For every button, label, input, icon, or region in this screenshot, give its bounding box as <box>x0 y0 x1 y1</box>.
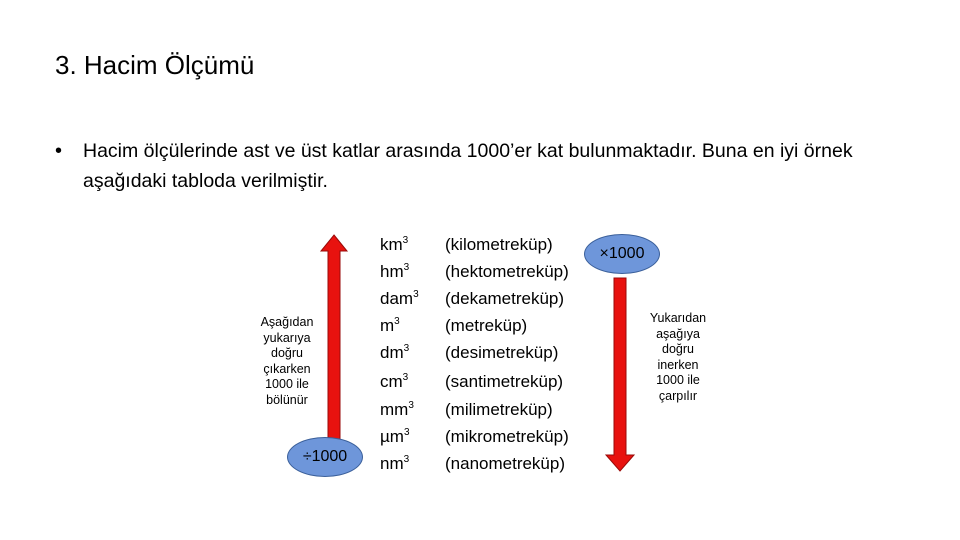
unit-name: (santimetreküp) <box>445 372 564 391</box>
slide-title: 3. Hacim Ölçümü <box>55 50 255 80</box>
unit-symbol: dam$^3$ <box>380 289 419 308</box>
left-caption: Aşağıdan yukarıya doğru çıkarken 1000 ile bölünür <box>260 315 314 407</box>
unit-name: (mikrometreküp) <box>445 427 569 446</box>
unit-name: (nanometreküp) <box>445 454 566 473</box>
unit-symbol: µm$^3$ <box>380 427 410 446</box>
unit-name: (desimetreküp) <box>445 343 559 362</box>
unit-name: (milimetreküp) <box>445 400 553 419</box>
multiply-badge: ×1000 <box>584 234 660 274</box>
divide-badge: ÷1000 <box>287 437 363 477</box>
down-arrow-icon <box>606 278 634 471</box>
unit-symbol: $hm^3$ <box>380 262 410 281</box>
unit-name: (dekametreküp) <box>445 289 565 308</box>
unit-name: (hektometreküp) <box>445 262 569 281</box>
unit-symbol: $cm^3$ <box>380 372 409 391</box>
right-caption: Yukarıdan aşağıya doğru inerken 1000 ile çarpılır <box>649 311 707 403</box>
unit-symbol: $nm^3$ <box>380 454 410 473</box>
bullet-dot-icon: • <box>55 140 63 162</box>
unit-symbol: $dm^3$ <box>380 343 410 362</box>
unit-symbol: $mm^3$ <box>380 400 414 419</box>
unit-name: (kilometreküp) <box>445 235 553 254</box>
up-arrow-icon <box>321 235 347 440</box>
unit-name: (metreküp) <box>445 316 528 335</box>
unit-symbol: $m^3$ <box>380 316 400 335</box>
volume-units-figure <box>250 225 720 480</box>
bullet-text: Hacim ölçülerinde ast ve üst katlar arasında 1000’er kat bulunmaktadır. Buna en iyi örnek aşağıdaki tabloda verilmiştir. <box>83 140 853 192</box>
unit-symbol: $km^3$ <box>380 235 409 254</box>
bullet-item <box>55 136 915 196</box>
